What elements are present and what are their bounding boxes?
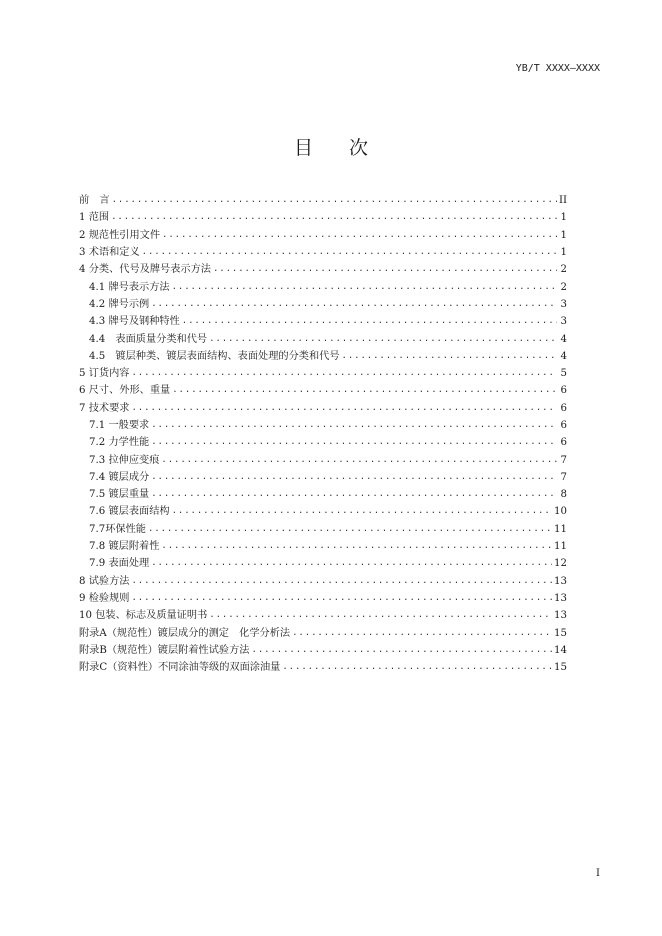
toc-entry-label: 10 包装、标志及质量证明书 (79, 610, 208, 622)
toc-leader-dots (112, 192, 557, 209)
toc-entry-label: 7 技术要求 (79, 402, 130, 414)
toc-entry-label: 4 分类、代号及牌号表示方法 (79, 264, 211, 276)
toc-entry[interactable] (79, 451, 567, 468)
toc-entry-label: 4.3 牌号及钢种特性 (89, 316, 180, 328)
toc-entry-label: 4.4 表面质量分类和代号 (89, 333, 208, 345)
page-title (0, 133, 662, 160)
toc-leader-dots (142, 244, 557, 261)
toc-entry-page: 2 (560, 281, 567, 293)
toc-entry[interactable] (79, 642, 567, 659)
toc-entry[interactable] (79, 244, 567, 261)
toc-entry[interactable] (79, 261, 567, 278)
toc-leader-dots (148, 521, 552, 538)
toc-leader-dots (292, 625, 552, 642)
toc-leader-dots (172, 382, 557, 399)
toc-entry-label: 7.4 镀层成分 (89, 471, 150, 483)
toc-entry-label: 7.9 表面处理 (89, 558, 150, 570)
toc-leader-dots (209, 607, 552, 624)
toc-entry-label: 4.1 牌号表示方法 (89, 281, 170, 293)
toc-entry-page: 4 (560, 350, 567, 362)
toc-entry[interactable] (79, 624, 567, 641)
toc-entry-page: 12 (554, 558, 567, 570)
toc-entry[interactable] (79, 434, 567, 451)
table-of-contents (79, 192, 567, 676)
toc-entry-label: 5 订货内容 (79, 368, 130, 380)
toc-entry-label: 8 试验方法 (79, 575, 130, 587)
toc-entry-page: 1 (560, 229, 567, 241)
title-char-1: 目 (293, 137, 313, 159)
toc-entry-label: 7.8 镀层附着性 (89, 541, 160, 553)
toc-entry-page: 6 (560, 385, 567, 397)
toc-entry[interactable] (79, 521, 567, 538)
toc-entry-page: 2 (560, 264, 567, 276)
toc-entry-label: 4.2 牌号示例 (89, 298, 150, 310)
toc-entry-label: 7.5 镀层重量 (89, 489, 150, 501)
toc-entry-page: 6 (560, 437, 567, 449)
toc-entry-page: 1 (560, 212, 567, 224)
toc-entry[interactable] (79, 538, 567, 555)
toc-entry-page: 7 (560, 454, 567, 466)
toc-entry-page: 10 (554, 506, 567, 518)
toc-entry-page: II (558, 195, 567, 207)
toc-leader-dots (282, 659, 552, 676)
toc-entry-label: 7.7环保性能 (89, 523, 146, 535)
toc-entry[interactable] (79, 607, 567, 624)
toc-entry-page: 4 (560, 333, 567, 345)
toc-entry-page: 7 (560, 471, 567, 483)
toc-leader-dots (151, 296, 557, 313)
toc-entry-page: 15 (554, 627, 567, 639)
toc-entry[interactable] (79, 590, 567, 607)
toc-entry[interactable] (79, 555, 567, 572)
toc-entry-label: 7.2 力学性能 (89, 437, 150, 449)
toc-entry-page: 3 (560, 316, 567, 328)
title-char-2: 次 (349, 137, 369, 159)
toc-entry[interactable] (79, 486, 567, 503)
toc-entry-label: 9 检验规则 (79, 592, 130, 604)
toc-entry-page: 13 (554, 592, 567, 604)
toc-leader-dots (151, 434, 557, 451)
toc-leader-dots (161, 452, 557, 469)
toc-leader-dots (172, 279, 557, 296)
toc-entry[interactable] (79, 209, 567, 226)
toc-entry[interactable] (79, 192, 567, 209)
toc-entry-label: 4.5 镀层种类、镀层表面结构、表面处理的分类和代号 (89, 350, 340, 362)
toc-entry-label: 1 范围 (79, 212, 110, 224)
toc-entry-label: 前 言 (79, 195, 110, 207)
toc-entry-page: 14 (554, 644, 567, 656)
toc-entry-page: 8 (560, 489, 567, 501)
toc-entry-page: 15 (554, 662, 567, 674)
toc-entry[interactable] (79, 278, 567, 295)
toc-entry-page: 13 (554, 575, 567, 587)
toc-leader-dots (151, 417, 557, 434)
toc-leader-dots (172, 503, 552, 520)
toc-entry[interactable] (79, 313, 567, 330)
toc-entry[interactable] (79, 417, 567, 434)
toc-leader-dots (131, 573, 552, 590)
toc-leader-dots (151, 486, 557, 503)
standard-code: YB/T XXXX—XXXX (515, 63, 600, 74)
toc-entry-page: 11 (554, 523, 567, 535)
toc-leader-dots (162, 227, 557, 244)
toc-entry-page: 3 (560, 298, 567, 310)
toc-entry[interactable] (79, 400, 567, 417)
toc-leader-dots (131, 365, 557, 382)
toc-entry-label: 7.1 一般要求 (89, 420, 150, 431)
toc-leader-dots (131, 400, 557, 417)
toc-leader-dots (342, 348, 557, 365)
toc-entry[interactable] (79, 365, 567, 382)
toc-entry-page: 13 (554, 610, 567, 622)
toc-leader-dots (252, 642, 553, 659)
toc-leader-dots (131, 590, 552, 607)
toc-entry-label: 3 术语和定义 (79, 247, 140, 259)
toc-entry[interactable] (79, 659, 567, 676)
toc-entry[interactable] (79, 296, 567, 313)
toc-entry-page: 6 (560, 420, 567, 431)
toc-entry-label: 附录C（资料性）不同涂油等级的双面涂油量 (79, 662, 281, 674)
toc-entry[interactable] (79, 348, 567, 365)
toc-entry[interactable] (79, 227, 567, 244)
toc-entry[interactable] (79, 330, 567, 347)
toc-entry-page: 11 (554, 541, 567, 553)
toc-entry[interactable] (79, 503, 567, 520)
toc-entry-page: 6 (560, 402, 567, 414)
page-number: I (596, 868, 600, 879)
toc-leader-dots (213, 261, 557, 278)
toc-entry[interactable] (79, 469, 567, 486)
toc-entry-label: 附录A（规范性）镀层成分的测定 化学分析法 (79, 627, 291, 639)
toc-leader-dots (151, 555, 552, 572)
toc-entry[interactable] (79, 382, 567, 399)
toc-entry-label: 2 规范性引用文件 (79, 229, 161, 241)
toc-leader-dots (151, 469, 557, 486)
toc-leader-dots (209, 331, 557, 348)
toc-entry-label: 附录B（规范性）镀层附着性试验方法 (79, 644, 250, 656)
toc-entry-label: 7.3 拉伸应变痕 (89, 454, 160, 466)
toc-entry-label: 7.6 镀层表面结构 (89, 506, 170, 518)
toc-entry-page: 1 (560, 247, 567, 259)
toc-leader-dots (182, 313, 557, 330)
toc-entry[interactable] (79, 573, 567, 590)
toc-entry-page: 5 (560, 368, 567, 380)
toc-leader-dots (161, 538, 552, 555)
toc-leader-dots (111, 209, 557, 226)
toc-entry-label: 6 尺寸、外形、重量 (79, 385, 171, 397)
